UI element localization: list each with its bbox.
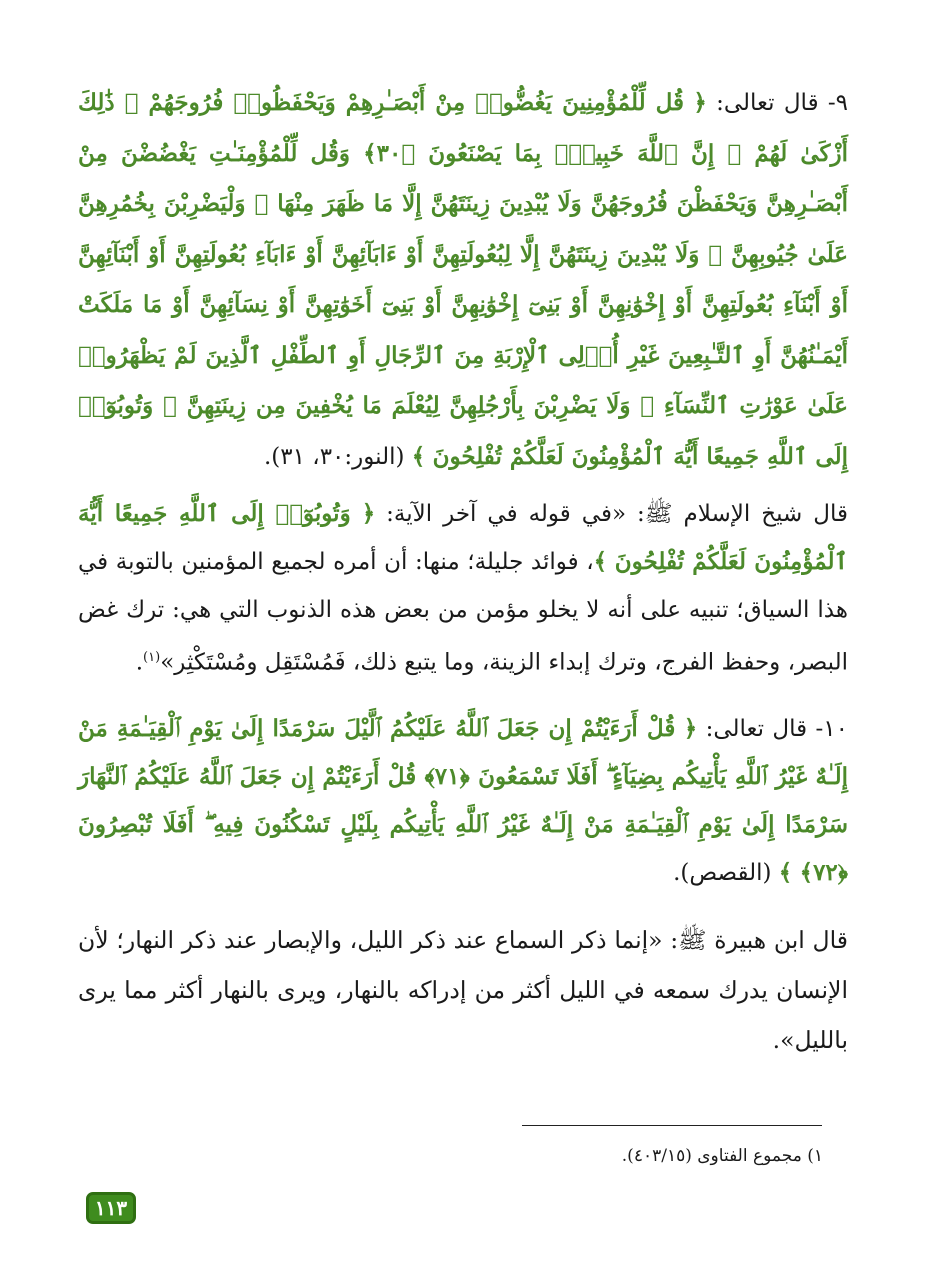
section-10-verse-block [78,705,848,897]
page-content [78,78,848,1075]
section-9-open-bracket: ﴿ [693,89,707,116]
footnote-1: ١) مجموع الفتاوى (٤٠٣/١٥). [621,1146,823,1166]
commentary-10-paragraph [78,915,848,1065]
commentary-9-paragraph [78,490,848,687]
section-9-verse-block [78,78,848,482]
commentary-9-text-b: ، فوائد جليلة؛ منها: أن أمره لجميع المؤمنين بالتوبة في هذا السياق؛ تنبيه على أنه لا يخلو مؤمن من بعض هذه الذنوب التي هي: ترك غض البصر، وحفظ الفرج، وترك إبداء الزينة، وما يتبع ذلك، فَمُسْتَقِل ومُسْتَكْثِر» [78,549,848,676]
commentary-9-close-bracket: ﴾ [593,548,608,575]
commentary-9-end: . [135,649,144,676]
footnote-divider [522,1125,822,1126]
section-9-intro: ٩- قال تعالى: [716,90,848,116]
section-10-quran-verse: قُلْ أَرَءَيْتُمْ إِن جَعَلَ ٱللَّهُ عَلَيْكُمُ ٱلَّيْلَ سَرْمَدًا إِلَىٰ يَوْمِ ٱلْقِيَـٰمَةِ مَنْ إِلَـٰهٌ غَيْرُ ٱللَّهِ يَأْتِيكُم بِضِيَآءٍ ۖ أَفَلَا تَسْمَعُونَ ﴿٧١﴾ قُلْ أَرَءَيْتُمْ إِن جَعَلَ ٱللَّهُ عَلَيْكُمُ ٱلنَّهَارَ سَرْمَدًا إِلَىٰ يَوْمِ ٱلْقِيَـٰمَةِ مَنْ إِلَـٰهٌ غَيْرُ ٱللَّهِ يَأْتِيكُم بِلَيْلٍ تَسْكُنُونَ فِيهِ ۖ أَفَلَا تُبْصِرُونَ ﴿٧٢﴾ [78,714,848,886]
section-9-reference: (النور:٣٠، ٣١). [263,443,405,470]
section-10-open-bracket: ﴿ [683,714,698,742]
commentary-9-verse-quote: وَتُوبُوٓا۟ إِلَى ٱللَّهِ جَمِيعًا أَيُّهَ ٱلْمُؤْمِنُونَ لَعَلَّكُمْ تُفْلِحُونَ [78,500,848,575]
commentary-10-text: قال ابن هبيرة ﷺ: «إنما ذكر السماع عند ذكر الليل، والإبصار عند ذكر النهار؛ لأن الإنسان يدرك سمعه في الليل أكثر من إدراكه بالنهار، ويرى بالنهار أكثر مما يرى بالليل». [78,925,848,1054]
footnote-reference-1[interactable]: (١) [143,650,161,665]
section-9-quran-verse: قُل لِّلْمُؤْمِنِينَ يَغُضُّوا۟ مِنْ أَبْصَـٰرِهِمْ وَيَحْفَظُوا۟ فُرُوجَهُمْ ۚ ذَٰلِكَ أَزْكَىٰ لَهُمْ ۗ إِنَّ ٱللَّهَ خَبِيرٌۢ بِمَا يَصْنَعُونَ ﴿٣٠﴾ وَقُل لِّلْمُؤْمِنَـٰتِ يَغْضُضْنَ مِنْ أَبْصَـٰرِهِنَّ وَيَحْفَظْنَ فُرُوجَهُنَّ وَلَا يُبْدِينَ زِينَتَهُنَّ إِلَّا مَا ظَهَرَ مِنْهَا ۖ وَلْيَضْرِبْنَ بِخُمُرِهِنَّ عَلَىٰ جُيُوبِهِنَّ ۖ وَلَا يُبْدِينَ زِينَتَهُنَّ إِلَّا لِبُعُولَتِهِنَّ أَوْ ءَابَآئِهِنَّ أَوْ ءَابَآءِ بُعُولَتِهِنَّ أَوْ أَبْنَآئِهِنَّ أَوْ أَبْنَآءِ بُعُولَتِهِنَّ أَوْ إِخْوَٰنِهِنَّ أَوْ بَنِىٓ إِخْوَٰنِهِنَّ أَوْ بَنِىٓ أَخَوَٰتِهِنَّ أَوْ نِسَآئِهِنَّ أَوْ مَا مَلَكَتْ أَيْمَـٰنُهُنَّ أَوِ ٱلتَّـٰبِعِينَ غَيْرِ أُو۟لِى ٱلْإِرْبَةِ مِنَ ٱلرِّجَالِ أَوِ ٱلطِّفْلِ ٱلَّذِينَ لَمْ يَظْهَرُوا۟ عَلَىٰ عَوْرَٰتِ ٱلنِّسَآءِ ۖ وَلَا يَضْرِبْنَ بِأَرْجُلِهِنَّ لِيُعْلَمَ مَا يُخْفِينَ مِن زِينَتِهِنَّ ۚ وَتُوبُوٓا۟ إِلَى ٱللَّهِ جَمِيعًا أَيُّهَ ٱلْمُؤْمِنُونَ لَعَلَّكُمْ تُفْلِحُونَ [78,89,848,470]
commentary-9-open-bracket: ﴿ [361,500,376,527]
section-9-close-bracket: ﴾ [411,442,426,470]
commentary-9-text-a: قال شيخ الإسلام ﷺ: «في قوله في آخر الآية: [386,501,849,527]
section-10-close-bracket: ﴾ [778,858,793,886]
section-10-intro: ١٠- قال تعالى: [705,715,849,742]
section-10-reference: (القصص). [673,859,772,886]
page-number-badge: ١١٣ [86,1192,136,1224]
